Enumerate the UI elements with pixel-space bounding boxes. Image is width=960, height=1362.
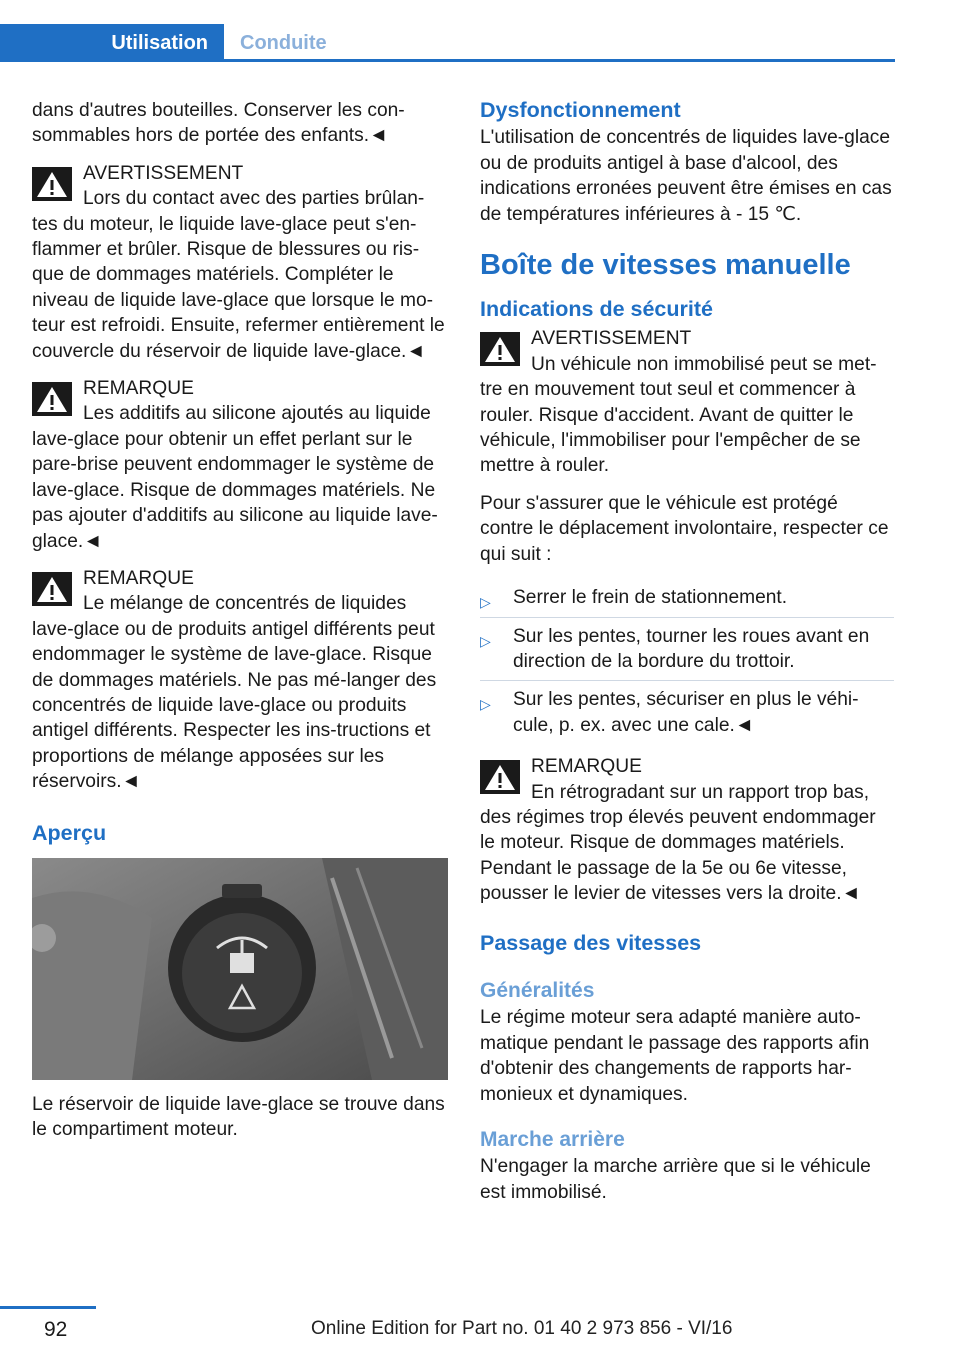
right-column — [480, 98, 894, 1217]
warning-triangle-icon — [32, 382, 72, 416]
note-text: En rétrogradant sur un rapport trop bas, des régimes trop élevés peuvent endommager le moteur. Risque de dommages matériels. Pendant le passage de la 5e ou 6e vitesse, pousser le levier de vitesses vers la droite.◄ — [480, 781, 876, 905]
footer-rule — [0, 1306, 96, 1309]
triangle-bullet-icon: ▷ — [480, 594, 491, 611]
tab-utilisation[interactable]: Utilisation — [0, 24, 224, 62]
note-text: Le mélange de concentrés de liquides lave-glace ou de produits antigel différents peut endommager le système de lave-glace. Risque de dommages matériels. Ne pas mé-langer des concentrés de liquide lave-glace ou produits antigel différents. Respecter les ins-tructions et proportions de mélange apposées sur les réservoirs.◄ — [32, 593, 437, 793]
heading-generalites: Généralités — [480, 978, 595, 1002]
list-item: ▷ Sur les pentes, sécuriser en plus le véhi-cule, p. ex. avec une cale.◄ — [480, 689, 859, 736]
triangle-bullet-icon: ▷ — [480, 696, 491, 713]
note-text: Les additifs au silicone ajoutés au liquide lave-glace pour obtenir un effet perlant sur le pare-brise peuvent endommager le système de lave-glace. Risque de dommages matériels. Ne pas ajouter d'additifs au silicone au liquide lave-glace.◄ — [32, 403, 438, 552]
list-item: ▷ Sur les pentes, tourner les roues avant en direction de la bordure du trottoir. — [480, 618, 894, 682]
triangle-bullet-icon: ▷ — [480, 632, 491, 649]
warning-text: Lors du contact avec des parties brûlan-tes du moteur, le liquide lave-glace peut s'en-flammer et brûler. Risque de blessures ou ris-que de dommages matériels. Compléter le niveau de liquide lave-glace que lorsque le mo-teur est refroidi. Ensuite, refermer entièrement le couvercle du réservoir de liquide lave-glace.◄ — [32, 188, 445, 362]
warning-triangle-icon — [480, 760, 520, 794]
photo-caption: Le réservoir de liquide lave-glace se trouve dans le compartiment moteur. — [32, 1093, 445, 1141]
heading-apercu: Aperçu — [32, 820, 107, 845]
heading-securite: Indications de sécurité — [480, 297, 713, 322]
warning-triangle-icon — [480, 332, 520, 366]
paragraph-dysfonctionnement: L'utilisation de concentrés de liquides lave-glace ou de produits antigel à base d'alcool, des indications erronées peuvent être émises en cas de températures inférieures à - 15 ℃. — [480, 127, 892, 225]
tab-underline — [0, 59, 895, 62]
warning-triangle-icon — [32, 572, 72, 606]
warning-block — [32, 161, 448, 364]
paragraph-marche-arriere: N'engager la marche arrière que si le véhicule est immobilisé. — [480, 1156, 871, 1203]
warning-block — [480, 326, 894, 478]
paragraph-generalites: Le régime moteur sera adapté manière auto-matique pendant le passage des rapports afin d'obtenir des changements de rapports har-monieux et dynamiques. — [480, 1007, 870, 1105]
heading-passage: Passage des vitesses — [480, 930, 702, 955]
list-item: ▷ Serrer le frein de stationnement. — [480, 579, 894, 617]
note-block — [480, 754, 894, 906]
warning-title: AVERTISSEMENT — [83, 162, 244, 184]
tab-conduite[interactable]: Conduite — [240, 31, 327, 54]
note-title: REMARQUE — [83, 378, 194, 400]
warning-text: Un véhicule non immobilisé peut se met-tre en mouvement tout seul et commencer à rouler. Risque d'accident. Avant de quitter le véhicule, l'immobiliser pour l'empêcher de se mettre à rouler. — [480, 353, 877, 477]
footer-edition: Online Edition for Part no. 01 40 2 973 856 - VI/16 — [311, 1318, 733, 1339]
paragraph-assurer: Pour s'assurer que le véhicule est protégé contre le déplacement involontaire, respecter ce qui suit : — [480, 492, 889, 565]
page-number: 92 — [44, 1318, 68, 1341]
heading-dysfonctionnement: Dysfonctionnement — [480, 98, 681, 122]
paragraph-intro: dans d'autres bouteilles. Conserver les con-sommables hors de portée des enfants.◄ — [32, 100, 405, 147]
note-title: REMARQUE — [531, 756, 642, 778]
washer-reservoir-photo — [32, 858, 448, 1080]
note-block — [32, 566, 448, 795]
reservoir-cap-illustration — [32, 858, 448, 1080]
chapter-tabs — [0, 24, 895, 62]
note-block — [32, 376, 448, 554]
heading-boite-de-vitesses: Boîte de vitesses manuelle — [480, 249, 851, 282]
warning-title: AVERTISSEMENT — [531, 328, 692, 350]
note-title: REMARQUE — [83, 567, 194, 589]
warning-triangle-icon — [32, 167, 72, 201]
safety-list — [480, 579, 894, 744]
heading-marche-arriere: Marche arrière — [480, 1128, 625, 1151]
left-column — [32, 98, 448, 1155]
